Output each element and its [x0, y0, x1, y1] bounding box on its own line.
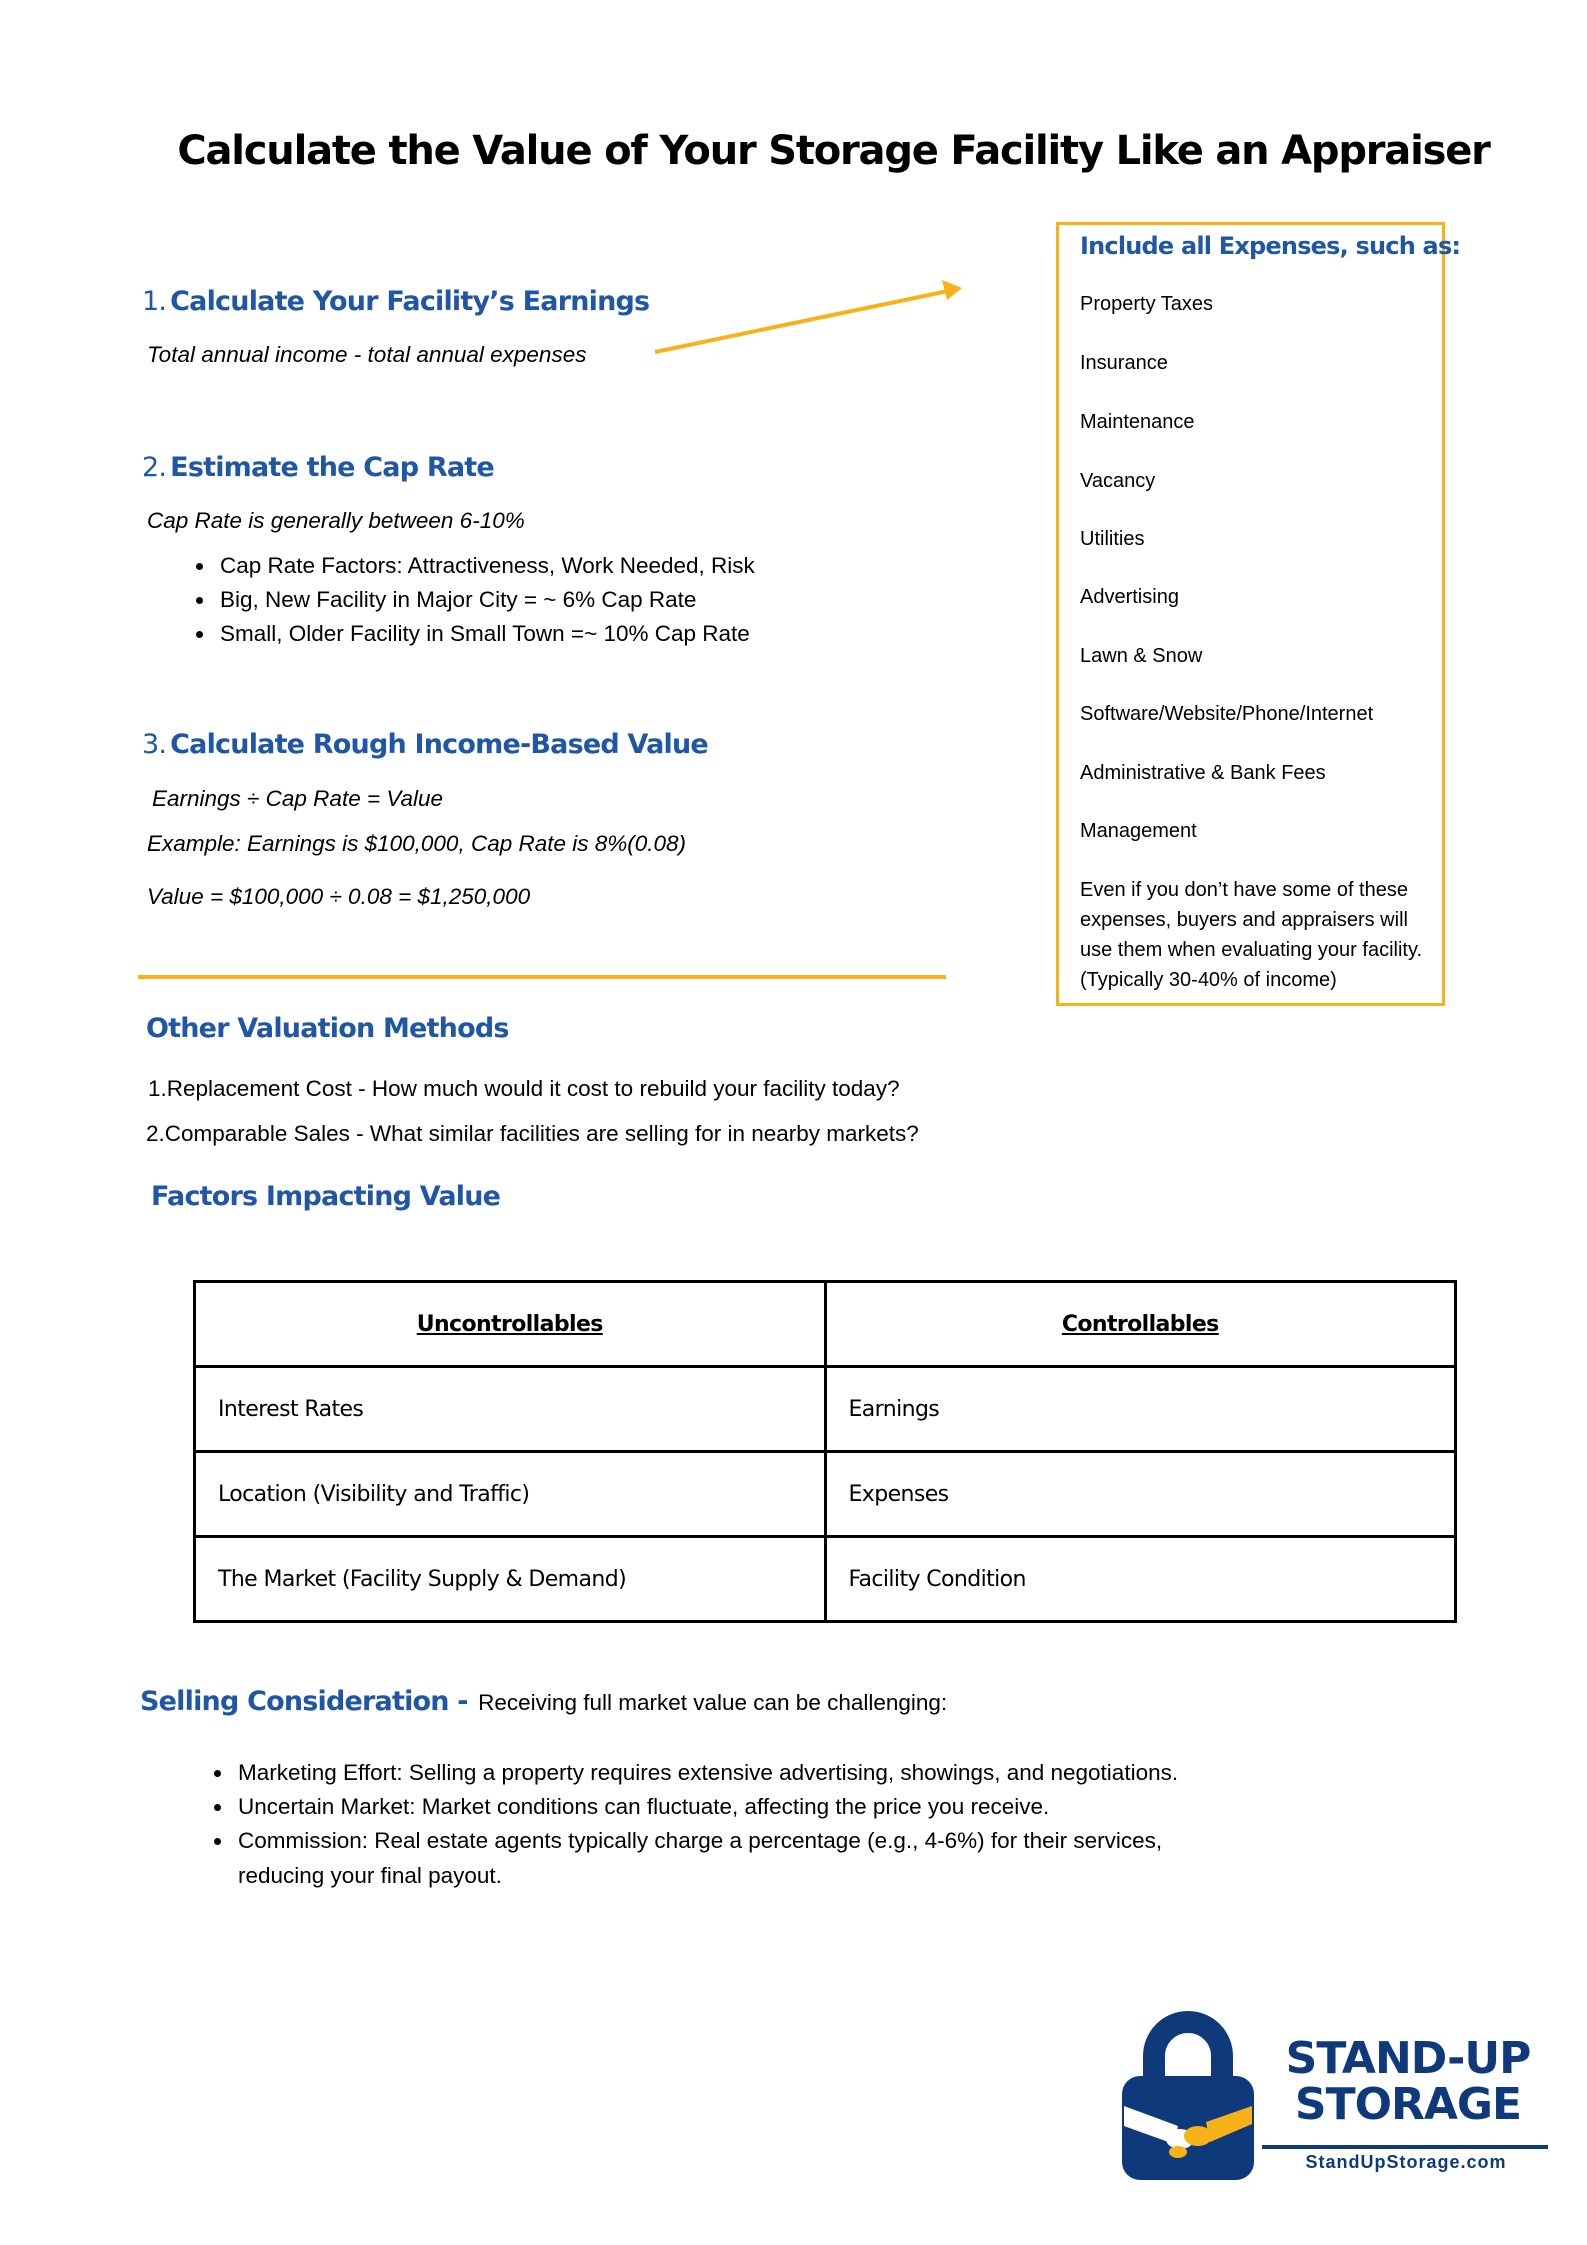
table-row	[195, 1452, 1456, 1537]
step2-heading	[142, 452, 494, 483]
expense-item: Vacancy	[1080, 470, 1156, 492]
column-header: Controllables	[825, 1282, 1456, 1367]
expense-item: Management	[1080, 820, 1197, 842]
expense-item: Lawn & Snow	[1080, 645, 1203, 667]
expense-item: Insurance	[1080, 352, 1168, 374]
selling-bullet-continuation: reducing your final payout.	[238, 1863, 502, 1888]
list-item: Commission: Real estate agents typically charge a percentage (e.g., 4-6%) for their services,	[212, 1824, 1178, 1858]
cap-rate-note: Cap Rate is generally between 6-10%	[147, 508, 525, 533]
other-methods-heading: Other Valuation Methods	[146, 1013, 509, 1044]
expenses-title: Include all Expenses, such as:	[1080, 232, 1461, 260]
step2-number: 2.	[142, 452, 167, 483]
value-formula: Earnings ÷ Cap Rate = Value	[152, 786, 444, 811]
selling-bullets	[212, 1756, 1178, 1858]
selling-intro: Receiving full market value can be challenging:	[478, 1690, 948, 1715]
step3-heading-text: Calculate Rough Income-Based Value	[170, 729, 708, 760]
expense-item: Utilities	[1080, 528, 1145, 550]
table-row	[195, 1537, 1456, 1622]
expense-item: Property Taxes	[1080, 293, 1214, 315]
list-item: Cap Rate Factors: Attractiveness, Work Needed, Risk	[194, 549, 755, 583]
factors-heading: Factors Impacting Value	[151, 1181, 501, 1212]
logo-rule	[1262, 2145, 1548, 2149]
table-cell: Location (Visibility and Traffic)	[195, 1452, 826, 1537]
list-item: Big, New Facility in Major City = ~ 6% Cap Rate	[194, 583, 755, 617]
table-row	[195, 1367, 1456, 1452]
cap-rate-bullets	[194, 549, 755, 651]
step1-number: 1.	[142, 286, 167, 317]
expenses-note: Even if you don’t have some of these expenses, buyers and appraisers will use them when evaluating your facility. (Typically 30-40% of income)	[1080, 879, 1423, 991]
stand-up-storage-logo	[1118, 2008, 1558, 2188]
selling-heading: Selling Consideration -	[140, 1686, 468, 1717]
column-header: Uncontrollables	[195, 1282, 826, 1367]
step3-number: 3.	[142, 729, 167, 760]
expense-item: Administrative & Bank Fees	[1080, 762, 1326, 784]
expense-item: Maintenance	[1080, 411, 1195, 433]
logo-url: StandUpStorage.com	[1305, 2152, 1507, 2172]
table-cell: The Market (Facility Supply & Demand)	[195, 1537, 826, 1622]
selling-heading-line	[140, 1686, 947, 1717]
list-item: Small, Older Facility in Small Town =~ 10% Cap Rate	[194, 617, 755, 651]
step2-heading-text: Estimate the Cap Rate	[170, 452, 494, 483]
factors-table	[193, 1280, 1457, 1623]
padlock-handshake-icon	[1118, 2008, 1258, 2183]
arrow-icon	[640, 278, 980, 368]
method-item: 2.Comparable Sales - What similar facilities are selling for in nearby markets?	[146, 1121, 919, 1146]
step3-heading	[142, 729, 708, 760]
table-header-row	[195, 1282, 1456, 1367]
logo-line1: STAND-UP	[1285, 2033, 1531, 2084]
table-cell: Earnings	[825, 1367, 1456, 1452]
step1-heading-text: Calculate Your Facility’s Earnings	[170, 286, 650, 317]
method-item: 1.Replacement Cost - How much would it cost to rebuild your facility today?	[148, 1076, 900, 1101]
table-cell: Expenses	[825, 1452, 1456, 1537]
table-cell: Facility Condition	[825, 1537, 1456, 1622]
logo-line2: STORAGE	[1294, 2079, 1522, 2130]
page-title: Calculate the Value of Your Storage Facility Like an Appraiser	[177, 128, 1490, 174]
value-example: Example: Earnings is $100,000, Cap Rate is 8%(0.08)	[147, 831, 687, 856]
expense-item: Advertising	[1080, 586, 1179, 608]
value-result: Value = $100,000 ÷ 0.08 = $1,250,000	[147, 884, 531, 909]
section-divider	[138, 975, 946, 979]
list-item: Uncertain Market: Market conditions can fluctuate, affecting the price you receive.	[212, 1790, 1178, 1824]
step1-heading	[142, 286, 649, 317]
step1-formula: Total annual income - total annual expenses	[147, 342, 587, 367]
list-item: Marketing Effort: Selling a property requires extensive advertising, showings, and negotiations.	[212, 1756, 1178, 1790]
expense-item: Software/Website/Phone/Internet	[1080, 703, 1374, 725]
table-cell: Interest Rates	[195, 1367, 826, 1452]
